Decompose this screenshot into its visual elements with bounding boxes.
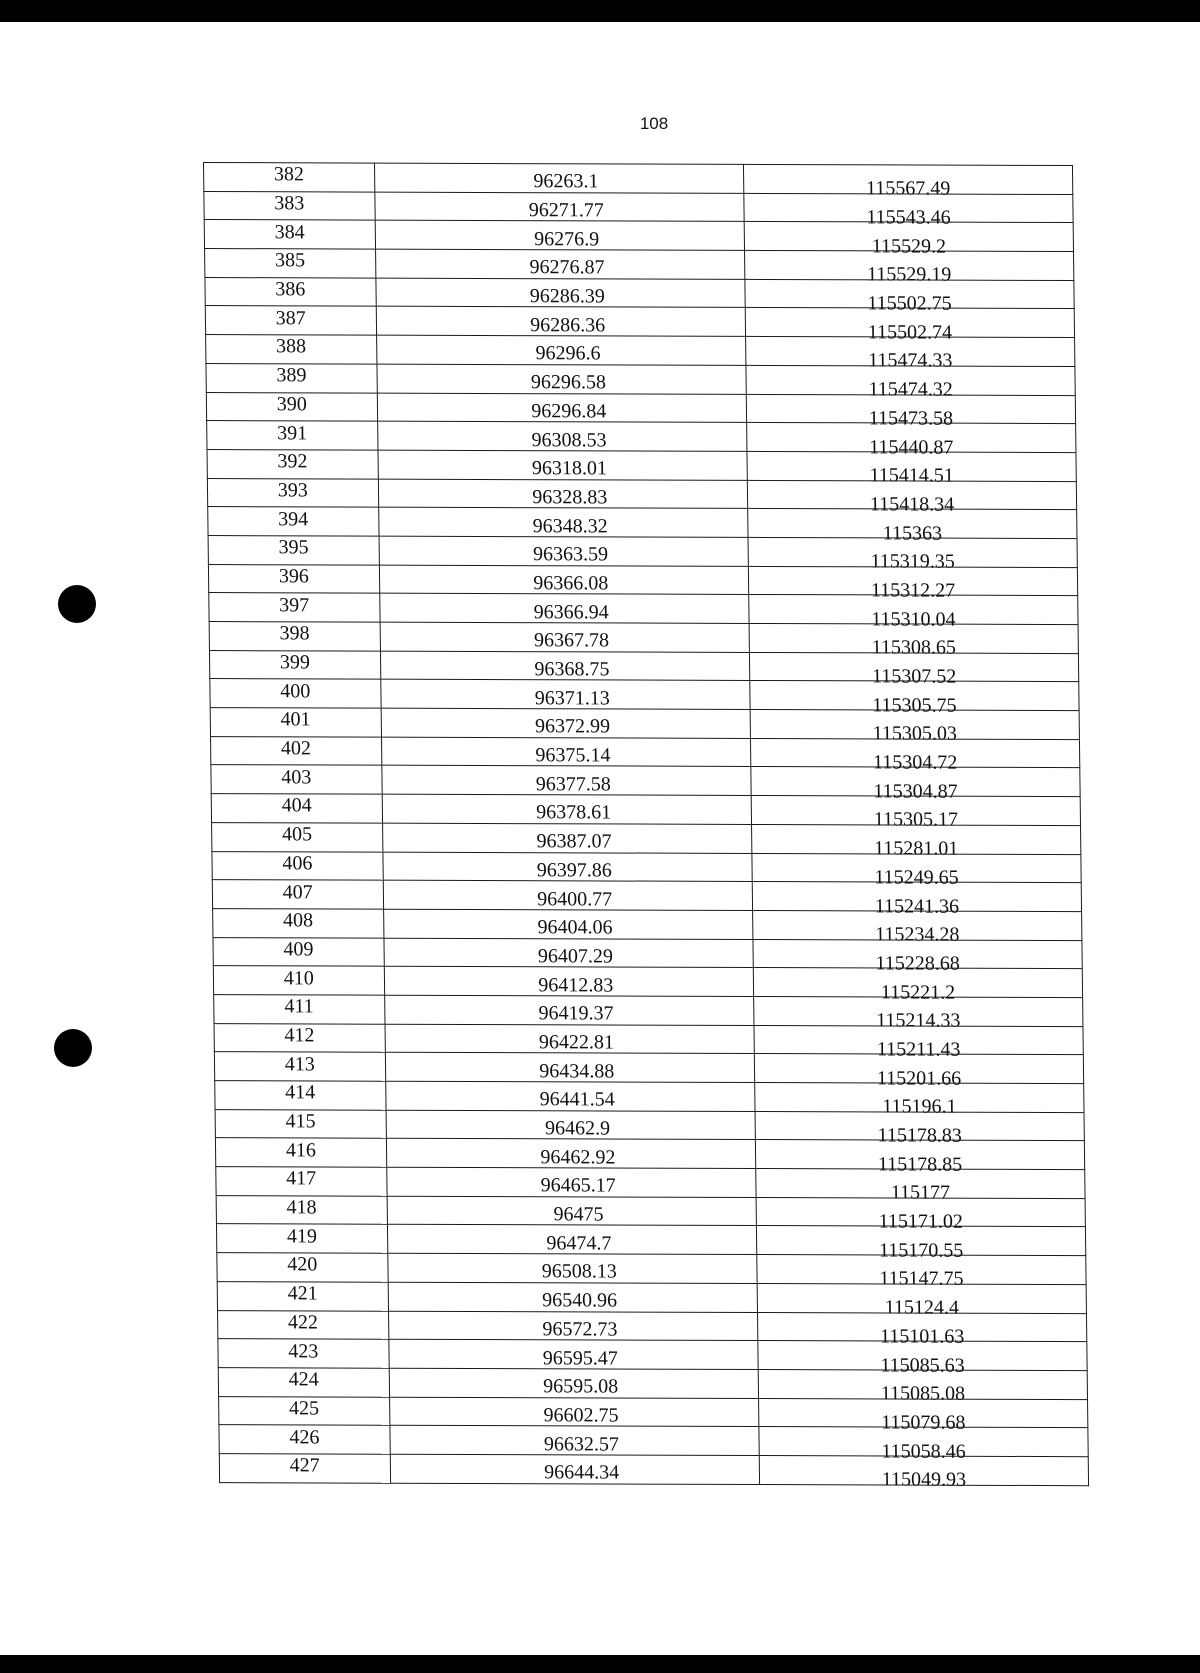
x-coordinate-cell bbox=[374, 192, 744, 222]
x-coordinate-cell bbox=[381, 737, 751, 767]
point-number-text: 396 bbox=[278, 565, 309, 588]
y-coordinate-text: 115221.2 bbox=[880, 981, 956, 1004]
x-coordinate-text: 96540.96 bbox=[541, 1289, 618, 1312]
point-number-cell bbox=[218, 1339, 389, 1368]
x-coordinate-cell bbox=[383, 880, 753, 910]
scan-border-bottom bbox=[0, 1655, 1200, 1673]
point-number-text: 395 bbox=[278, 536, 309, 559]
x-coordinate-cell bbox=[383, 909, 753, 939]
x-coordinate-text: 96632.57 bbox=[543, 1432, 619, 1456]
x-coordinate-text: 96434.88 bbox=[539, 1059, 615, 1083]
point-number-text: 413 bbox=[284, 1053, 315, 1076]
x-coordinate-text: 96348.32 bbox=[532, 514, 608, 538]
y-coordinate-text: 115196.1 bbox=[882, 1095, 957, 1119]
x-coordinate-cell bbox=[382, 794, 752, 824]
x-coordinate-text: 96465.17 bbox=[540, 1174, 616, 1197]
point-number-text: 405 bbox=[281, 823, 313, 846]
x-coordinate-text: 96366.94 bbox=[533, 600, 609, 624]
point-number-text: 403 bbox=[281, 766, 312, 789]
point-number-text: 412 bbox=[284, 1024, 315, 1047]
scan-border-top bbox=[0, 0, 1200, 22]
y-coordinate-text: 115473.58 bbox=[868, 407, 954, 430]
x-coordinate-text: 96375.14 bbox=[535, 744, 611, 767]
x-coordinate-cell bbox=[377, 421, 747, 451]
point-number-cell bbox=[211, 765, 382, 794]
y-coordinate-text: 115281.01 bbox=[873, 837, 959, 860]
point-number-text: 417 bbox=[286, 1167, 317, 1190]
x-coordinate-cell bbox=[384, 995, 754, 1025]
point-number-text: 383 bbox=[274, 192, 305, 215]
punch-hole-mark bbox=[54, 1029, 92, 1067]
point-number-text: 387 bbox=[275, 307, 306, 330]
y-coordinate-text: 115418.34 bbox=[869, 493, 955, 516]
point-number-cell bbox=[219, 1396, 390, 1425]
point-number-cell bbox=[206, 392, 377, 421]
point-number-cell bbox=[216, 1224, 387, 1253]
point-number-text: 423 bbox=[288, 1339, 319, 1363]
point-number-text: 409 bbox=[283, 938, 314, 961]
point-number-text: 398 bbox=[279, 622, 310, 645]
x-coordinate-cell bbox=[387, 1225, 757, 1255]
point-number-text: 384 bbox=[274, 220, 305, 244]
x-coordinate-cell bbox=[379, 536, 749, 566]
y-coordinate-text: 115502.74 bbox=[867, 321, 953, 344]
y-coordinate-text: 115363 bbox=[882, 521, 943, 545]
y-coordinate-text: 115305.17 bbox=[873, 808, 959, 832]
point-number-text: 390 bbox=[276, 393, 307, 416]
point-number-text: 411 bbox=[284, 995, 314, 1018]
x-coordinate-cell bbox=[375, 249, 745, 279]
point-number-text: 425 bbox=[288, 1397, 320, 1420]
y-coordinate-text: 115307.52 bbox=[871, 665, 957, 688]
x-coordinate-text: 96441.54 bbox=[539, 1088, 615, 1111]
point-number-text: 389 bbox=[276, 364, 307, 387]
point-number-cell bbox=[213, 966, 384, 995]
x-coordinate-text: 96367.78 bbox=[533, 629, 610, 652]
x-coordinate-cell bbox=[382, 823, 752, 853]
x-coordinate-text: 96412.83 bbox=[538, 973, 614, 997]
y-coordinate-text: 115305.03 bbox=[872, 722, 958, 746]
point-number-cell bbox=[212, 822, 383, 851]
point-number-cell bbox=[213, 937, 384, 966]
x-coordinate-text: 96318.01 bbox=[531, 457, 608, 480]
point-number-cell bbox=[219, 1454, 390, 1483]
point-number-cell bbox=[207, 421, 378, 450]
y-coordinate-text: 115178.83 bbox=[877, 1124, 963, 1147]
table-row bbox=[216, 1195, 1085, 1227]
y-coordinate-text: 115440.87 bbox=[869, 435, 954, 459]
x-coordinate-text: 96371.13 bbox=[534, 686, 610, 710]
page-number: 108 bbox=[639, 114, 669, 133]
x-coordinate-text: 96276.87 bbox=[529, 256, 605, 279]
table-row bbox=[204, 163, 1073, 195]
point-number-cell bbox=[214, 1052, 385, 1081]
point-number-cell bbox=[205, 249, 376, 278]
y-coordinate-text: 115474.33 bbox=[868, 349, 953, 373]
point-number-cell bbox=[206, 363, 377, 392]
point-number-cell bbox=[216, 1195, 387, 1224]
x-coordinate-text: 96296.6 bbox=[535, 342, 601, 365]
point-number-text: 392 bbox=[277, 450, 308, 473]
y-coordinate-text: 115171.02 bbox=[878, 1210, 964, 1233]
x-coordinate-cell bbox=[389, 1368, 759, 1398]
x-coordinate-cell bbox=[385, 1081, 755, 1111]
point-number-text: 406 bbox=[282, 852, 313, 875]
x-coordinate-text: 96397.86 bbox=[536, 859, 612, 882]
point-number-text: 419 bbox=[286, 1225, 318, 1248]
point-number-cell bbox=[206, 335, 377, 364]
x-coordinate-text: 96595.47 bbox=[542, 1346, 618, 1370]
point-number-cell bbox=[217, 1253, 388, 1282]
x-coordinate-cell bbox=[386, 1110, 756, 1140]
y-coordinate-text: 115147.75 bbox=[879, 1267, 964, 1291]
x-coordinate-cell bbox=[387, 1196, 757, 1226]
point-number-cell bbox=[210, 679, 381, 708]
y-coordinate-text: 115308.65 bbox=[871, 636, 957, 660]
point-number-cell bbox=[207, 478, 378, 507]
x-coordinate-text: 96366.08 bbox=[533, 572, 609, 595]
y-coordinate-text: 115101.63 bbox=[879, 1325, 965, 1348]
y-coordinate-text: 115049.93 bbox=[881, 1468, 967, 1492]
y-coordinate-text: 115214.33 bbox=[876, 1009, 961, 1032]
y-coordinate-text: 115079.68 bbox=[880, 1411, 966, 1434]
point-number-text: 407 bbox=[282, 880, 313, 903]
point-number-cell bbox=[217, 1281, 388, 1310]
point-number-cell bbox=[207, 449, 378, 478]
point-number-text: 394 bbox=[278, 507, 309, 530]
point-number-text: 427 bbox=[289, 1454, 320, 1477]
point-number-cell bbox=[208, 535, 379, 564]
x-coordinate-cell bbox=[384, 966, 754, 996]
x-coordinate-text: 96372.99 bbox=[534, 715, 611, 738]
y-coordinate-text: 115085.08 bbox=[880, 1382, 966, 1405]
point-number-text: 393 bbox=[277, 479, 308, 502]
x-coordinate-text: 96377.58 bbox=[535, 772, 611, 796]
y-coordinate-text: 115178.85 bbox=[877, 1153, 963, 1176]
table-row bbox=[208, 535, 1077, 567]
point-number-text: 388 bbox=[275, 335, 307, 358]
x-coordinate-text: 96271.77 bbox=[528, 199, 604, 222]
y-coordinate-text: 115502.75 bbox=[867, 292, 952, 315]
point-number-cell bbox=[213, 908, 384, 937]
point-number-text: 410 bbox=[283, 966, 314, 990]
table-body bbox=[204, 163, 1089, 1492]
x-coordinate-cell bbox=[376, 335, 746, 365]
x-coordinate-cell bbox=[375, 220, 745, 250]
x-coordinate-cell bbox=[386, 1139, 756, 1169]
y-coordinate-text: 115543.46 bbox=[866, 206, 951, 229]
point-number-cell bbox=[204, 163, 375, 192]
point-number-cell bbox=[215, 1138, 386, 1167]
point-number-cell bbox=[209, 622, 380, 651]
x-coordinate-text: 96296.58 bbox=[530, 371, 607, 394]
point-number-cell bbox=[218, 1310, 389, 1339]
x-coordinate-text: 96328.83 bbox=[532, 486, 608, 509]
x-coordinate-cell bbox=[376, 307, 746, 337]
y-coordinate-text: 115304.72 bbox=[872, 751, 958, 774]
x-coordinate-cell bbox=[379, 593, 749, 623]
point-number-text: 391 bbox=[276, 421, 308, 444]
y-coordinate-text: 115305.75 bbox=[872, 694, 957, 717]
x-coordinate-cell bbox=[380, 651, 750, 681]
x-coordinate-text: 96602.75 bbox=[543, 1404, 619, 1427]
x-coordinate-cell bbox=[390, 1454, 760, 1484]
point-number-cell bbox=[212, 880, 383, 909]
x-coordinate-cell bbox=[379, 565, 749, 595]
x-coordinate-cell bbox=[377, 364, 747, 394]
y-coordinate-text: 115058.46 bbox=[881, 1440, 966, 1463]
x-coordinate-text: 96276.9 bbox=[534, 227, 600, 251]
point-number-text: 420 bbox=[287, 1253, 318, 1276]
y-coordinate-text: 115529.2 bbox=[871, 235, 947, 258]
y-coordinate-text: 115177 bbox=[890, 1181, 951, 1205]
y-coordinate-text: 115312.27 bbox=[870, 579, 956, 602]
point-number-text: 402 bbox=[280, 737, 312, 760]
point-number-text: 400 bbox=[280, 680, 311, 703]
x-coordinate-cell bbox=[378, 450, 748, 480]
point-number-text: 424 bbox=[288, 1368, 319, 1391]
point-number-text: 386 bbox=[275, 278, 306, 301]
point-number-cell bbox=[215, 1081, 386, 1110]
x-coordinate-cell bbox=[388, 1311, 758, 1341]
point-number-text: 404 bbox=[281, 794, 312, 817]
point-number-cell bbox=[216, 1167, 387, 1196]
y-coordinate-text: 115304.87 bbox=[873, 780, 958, 803]
point-number-text: 418 bbox=[286, 1196, 317, 1219]
point-number-text: 426 bbox=[289, 1425, 320, 1449]
x-coordinate-cell bbox=[378, 479, 748, 509]
point-number-cell bbox=[204, 191, 375, 220]
y-coordinate-text: 115170.55 bbox=[878, 1239, 964, 1262]
point-number-text: 422 bbox=[287, 1311, 319, 1334]
point-number-text: 382 bbox=[273, 163, 305, 186]
x-coordinate-cell bbox=[390, 1425, 760, 1455]
coordinate-table bbox=[203, 162, 1089, 1492]
point-number-text: 416 bbox=[285, 1139, 317, 1162]
x-coordinate-text: 96474.7 bbox=[546, 1232, 612, 1255]
y-coordinate-text: 115319.35 bbox=[870, 550, 955, 573]
x-coordinate-cell bbox=[381, 766, 751, 796]
y-coordinate-text: 115085.63 bbox=[880, 1353, 965, 1377]
point-number-text: 401 bbox=[280, 708, 311, 731]
y-coordinate-text: 115414.51 bbox=[869, 464, 954, 487]
x-coordinate-cell bbox=[386, 1167, 756, 1197]
y-coordinate-text: 115310.04 bbox=[871, 608, 956, 631]
point-number-cell bbox=[214, 995, 385, 1024]
y-coordinate-text: 115124.4 bbox=[884, 1296, 960, 1319]
point-number-cell bbox=[219, 1425, 390, 1454]
x-coordinate-text: 96286.36 bbox=[530, 313, 606, 337]
x-coordinate-text: 96419.37 bbox=[538, 1002, 614, 1025]
point-number-text: 385 bbox=[274, 249, 306, 272]
point-number-text: 408 bbox=[282, 909, 314, 932]
point-number-text: 399 bbox=[279, 651, 311, 674]
point-number-cell bbox=[204, 220, 375, 249]
x-coordinate-text: 96296.84 bbox=[531, 400, 607, 423]
x-coordinate-cell bbox=[388, 1282, 758, 1312]
y-coordinate-text: 115567.49 bbox=[865, 177, 951, 200]
x-coordinate-text: 96462.9 bbox=[544, 1117, 611, 1140]
x-coordinate-text: 96308.53 bbox=[531, 428, 607, 451]
point-number-cell bbox=[209, 650, 380, 679]
x-coordinate-text: 96422.81 bbox=[538, 1031, 615, 1054]
point-number-text: 421 bbox=[287, 1282, 318, 1305]
x-coordinate-cell bbox=[385, 1024, 755, 1054]
x-coordinate-text: 96400.77 bbox=[537, 887, 613, 911]
point-number-cell bbox=[208, 507, 379, 536]
x-coordinate-cell bbox=[376, 278, 746, 308]
x-coordinate-cell bbox=[378, 507, 748, 537]
point-number-cell bbox=[208, 564, 379, 593]
point-number-cell bbox=[205, 277, 376, 306]
x-coordinate-text: 96404.06 bbox=[537, 916, 613, 939]
y-coordinate-cell bbox=[743, 164, 1072, 200]
y-coordinate-text: 115241.36 bbox=[874, 894, 960, 918]
x-coordinate-text: 96263.1 bbox=[533, 170, 599, 193]
y-coordinate-text: 115474.32 bbox=[868, 378, 953, 401]
x-coordinate-text: 96644.34 bbox=[544, 1461, 620, 1484]
x-coordinate-text: 96572.73 bbox=[542, 1318, 618, 1341]
x-coordinate-text: 96462.92 bbox=[540, 1145, 616, 1169]
x-coordinate-text: 96286.39 bbox=[529, 285, 605, 308]
x-coordinate-text: 96378.61 bbox=[536, 801, 612, 824]
x-coordinate-cell bbox=[377, 393, 747, 423]
point-number-cell bbox=[205, 306, 376, 335]
y-coordinate-text: 115201.66 bbox=[876, 1067, 962, 1090]
point-number-cell bbox=[209, 593, 380, 622]
x-coordinate-cell bbox=[387, 1253, 757, 1283]
x-coordinate-text: 96475 bbox=[553, 1203, 604, 1226]
point-number-cell bbox=[211, 794, 382, 823]
x-coordinate-cell bbox=[383, 852, 753, 882]
x-coordinate-text: 96508.13 bbox=[541, 1260, 617, 1283]
x-coordinate-cell bbox=[380, 622, 750, 652]
x-coordinate-cell bbox=[384, 938, 754, 968]
x-coordinate-cell bbox=[374, 163, 744, 193]
punch-hole-mark bbox=[58, 585, 96, 623]
x-coordinate-cell bbox=[380, 680, 750, 710]
point-number-text: 414 bbox=[285, 1081, 316, 1104]
point-number-cell bbox=[211, 736, 382, 765]
point-number-cell bbox=[212, 851, 383, 880]
x-coordinate-text: 96595.08 bbox=[543, 1375, 619, 1398]
y-coordinate-text: 115529.19 bbox=[866, 263, 952, 287]
x-coordinate-cell bbox=[388, 1339, 758, 1369]
x-coordinate-text: 96407.29 bbox=[537, 945, 614, 968]
point-number-text: 415 bbox=[285, 1110, 316, 1133]
y-coordinate-text: 115234.28 bbox=[875, 923, 960, 946]
point-number-cell bbox=[210, 708, 381, 737]
point-number-cell bbox=[218, 1368, 389, 1397]
y-coordinate-text: 115249.65 bbox=[874, 866, 959, 889]
x-coordinate-text: 96363.59 bbox=[532, 543, 609, 566]
x-coordinate-cell bbox=[381, 708, 751, 738]
x-coordinate-cell bbox=[389, 1397, 759, 1427]
y-coordinate-text: 115211.43 bbox=[876, 1038, 961, 1061]
y-coordinate-text: 115228.68 bbox=[875, 952, 960, 975]
point-number-cell bbox=[214, 1023, 385, 1052]
point-number-text: 397 bbox=[279, 593, 310, 617]
x-coordinate-cell bbox=[385, 1053, 755, 1083]
point-number-cell bbox=[215, 1109, 386, 1138]
x-coordinate-text: 96368.75 bbox=[534, 658, 610, 681]
x-coordinate-text: 96387.07 bbox=[536, 830, 612, 853]
